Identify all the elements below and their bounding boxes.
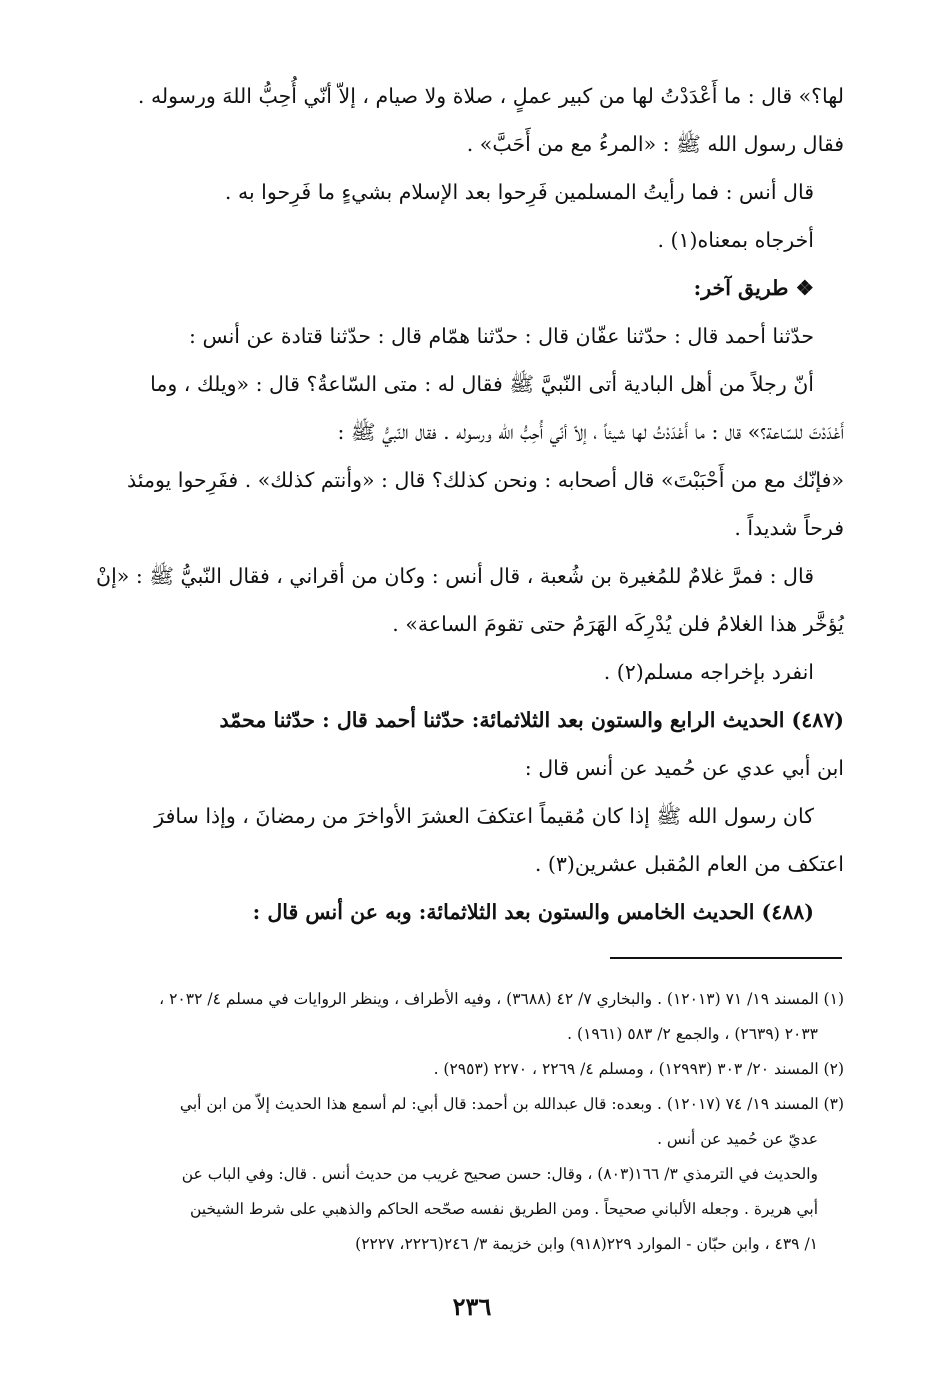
text-line: فقال رسول الله ﷺ : «المرءُ مع من أَحَبَّ» .	[466, 132, 844, 156]
footnote-line: أبي هريرة . وجعله الألباني صحيحاً . ومن الطريق نفسه صحّحه الحاكم والذهبي على شرط الشيخين	[189, 1200, 818, 1218]
text-line: انفرد بإخراجه مسلم(٢) .	[603, 660, 814, 684]
page-number: ٢٣٦	[452, 1292, 492, 1321]
footnote-line: والحديث في الترمذي ٣/ ١٦٦(٨٠٣) ، وقال: حسن صحيح غريب من حديث أنس . قال: وفي الباب عن	[181, 1165, 818, 1183]
text-line: كان رسول الله ﷺ إذا كان مُقيماً اعتكفَ العشرَ الأواخرَ من رمضانَ ، وإذا سافرَ	[154, 804, 814, 828]
text-line: اعتكف من العام المُقبل عشرين(٣) .	[534, 852, 844, 876]
main-text	[62, 72, 844, 936]
text-line: حدّثنا أحمد قال : حدّثنا عفّان قال : حدّثنا همّام قال : حدّثنا قتادة عن أنس :	[189, 324, 814, 348]
footnote-line: ٢٠٣٣ (٢٦٣٩) ، والجمع ٢/ ٥٨٣ (١٩٦١) .	[567, 1025, 818, 1043]
text-line: قال أنس : فما رأيتُ المسلمين فَرِحوا بعد الإسلام بشيءٍ ما فَرِحوا به .	[224, 180, 814, 204]
text-line: فرحاً شديداً .	[734, 516, 844, 540]
text-line: «فإنّك مع من أَحْبَبْتَ» قال أصحابه : ونحن كذلك؟ قال : «وأنتم كذلك» . ففَرِحوا يومئذ	[127, 468, 844, 492]
text-line: أنّ رجلاً من أهل البادية أتى النّبيَّ ﷺ فقال له : متى السّاعةُ؟ قال : «ويلك ، وما	[150, 372, 814, 396]
footnote-separator	[610, 957, 842, 959]
footnotes	[62, 982, 844, 1262]
section-heading: ❖ طريق آخر:	[693, 276, 814, 300]
text-line: ابن أبي عدي عن حُميد عن أنس قال :	[524, 756, 844, 780]
text-line: قال : فمرَّ غلامٌ للمُغيرة بن شُعبة ، قال أنس : وكان من أقراني ، فقال النّبيُّ ﷺ : «إنْ	[96, 564, 814, 588]
text-line: يُؤخَّر هذا الغلامُ فلن يُدْرِكَه الهَرَمُ حتى تقومَ الساعة» .	[392, 612, 844, 636]
footnote-line: (١) المسند ١٩/ ٧١ (١٢٠١٣) . والبخاري ٧/ ٤٢ (٣٦٨٨) ، وفيه الأطراف ، وينظر الروايات في مسلم ٤/ ٢٠٣٢ ،	[159, 990, 844, 1008]
footnote-line: (٣) المسند ١٩/ ٧٤ (١٢٠١٧) . وبعده: قال عبدالله بن أحمد: قال أبي: لم أسمع هذا الحديث إلاّ من ابن أبي	[179, 1095, 844, 1113]
hadith-heading: (٤٨٧) الحديث الرابع والستون بعد الثلاثمائة: حدّثنا أحمد قال : حدّثنا محمّد	[219, 708, 844, 732]
hadith-heading: (٤٨٨) الحديث الخامس والستون بعد الثلاثمائة: وبه عن أنس قال :	[252, 900, 814, 924]
footnote-line: عديّ عن حُميد عن أنس .	[657, 1130, 818, 1148]
text-line: لها؟» قال : ما أَعْدَدْتُ لها من كبير عملٍ ، صلاة ولا صيام ، إلاّ أنّي أُحِبُّ اللهَ ورسوله .	[137, 84, 844, 108]
footnote-line: ١/ ٤٣٩ ، وابن حبّان - الموارد ٢٢٩(٩١٨) وابن خزيمة ٣/ ٢٤٦(٢٢٢٦، ٢٢٢٧)	[355, 1235, 818, 1253]
footnote-line: (٢) المسند ٢٠/ ٣٠٣ (١٢٩٩٣) ، ومسلم ٤/ ٢٢٦٩ ، ٢٢٧٠ (٢٩٥٣) .	[433, 1060, 844, 1078]
text-line: أَعْدَدْتَ للسّاعة؟» قال : ما أَعْدَدْتُ لها شيئاً ، إلاّ أنّي أُحِبُّ الله ورسوله . فقال النّبيُّ ﷺ :	[337, 420, 844, 444]
text-line: أخرجاه بمعناه(١) .	[657, 228, 814, 252]
